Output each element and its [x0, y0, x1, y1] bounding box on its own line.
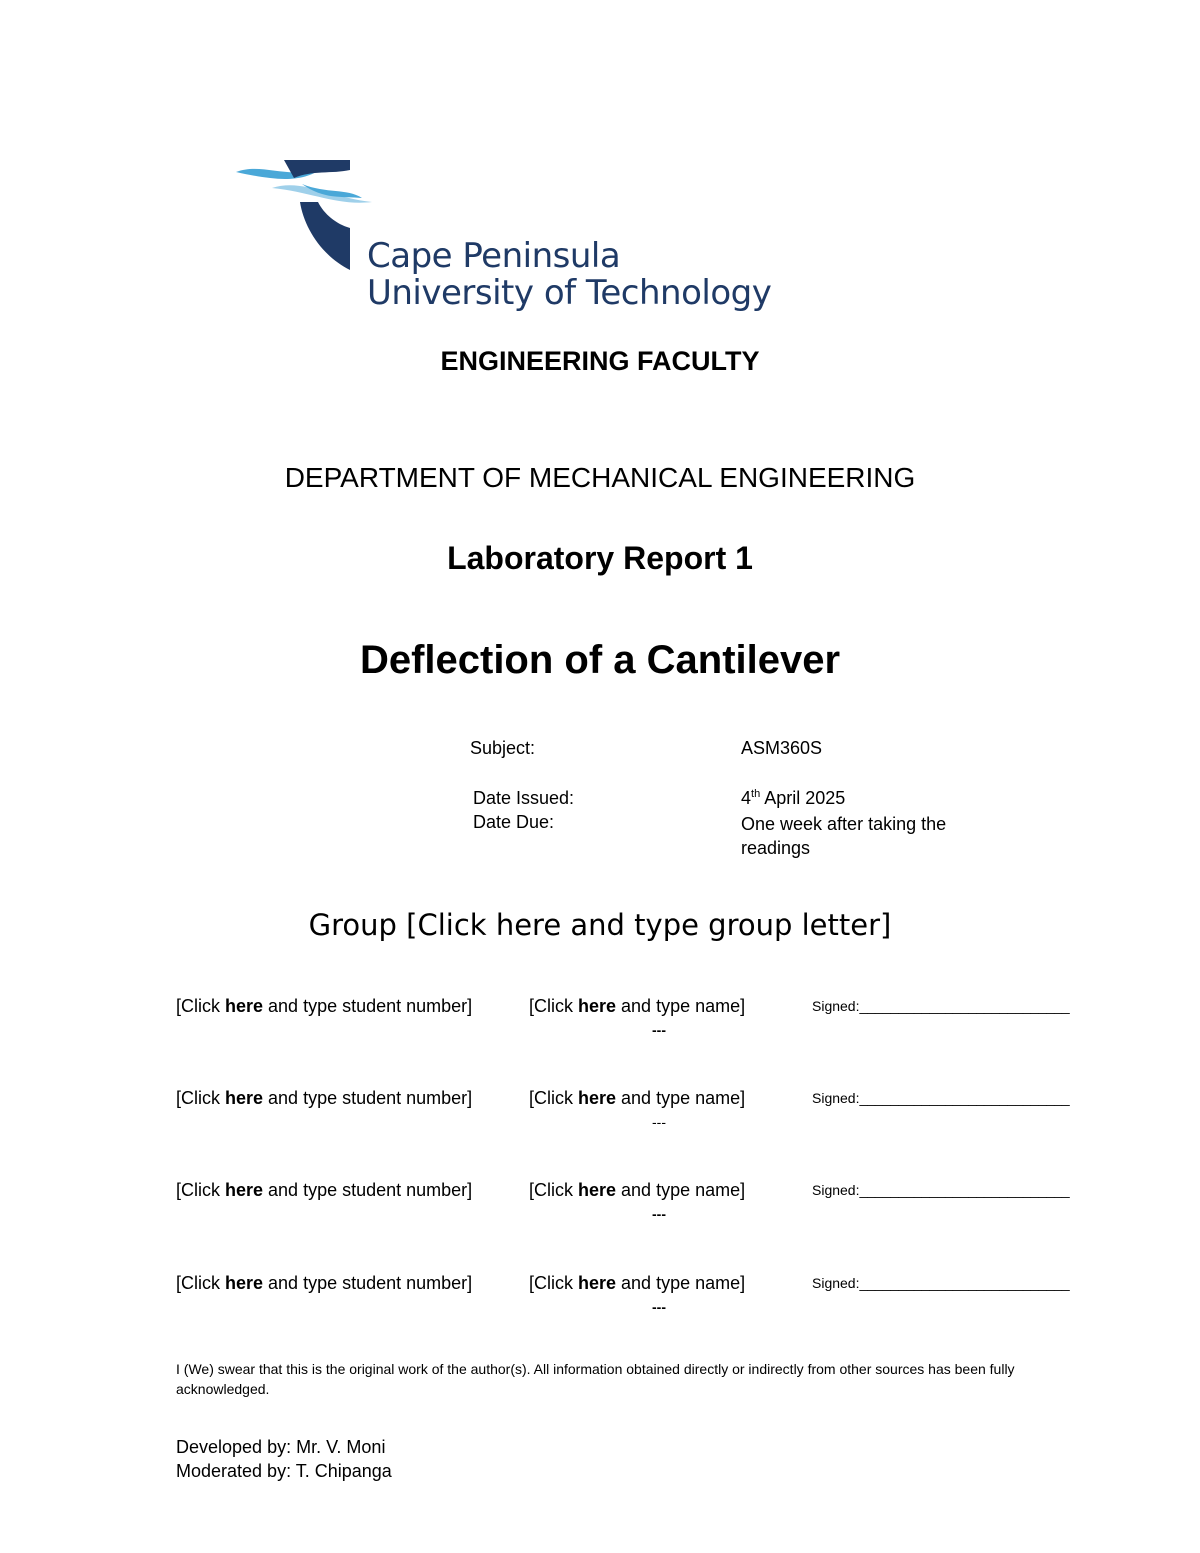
field-text-bold: here: [578, 996, 617, 1016]
university-logo-mark: [232, 158, 382, 278]
group-field[interactable]: Group [Click here and type group letter]: [308, 908, 892, 942]
student-row: [0, 1180, 1200, 1240]
dash-separator: ---: [652, 1206, 666, 1222]
logo-t-stem: [300, 202, 350, 270]
field-text-bold: here: [578, 1088, 617, 1108]
student-number-field[interactable]: [176, 1088, 472, 1109]
field-text-bold: here: [578, 1273, 617, 1293]
dash-separator: ---: [652, 1114, 666, 1130]
student-name-field[interactable]: [529, 1088, 745, 1109]
student-number-field[interactable]: [176, 1273, 472, 1294]
date-issued-value: [741, 788, 845, 809]
signature-line[interactable]: Signed:___________________________: [812, 1275, 1070, 1291]
declaration-text: I (We) swear that this is the original work of the author(s). All information obtained directly or indirectly from other sources has been fully acknowledged.: [176, 1361, 1015, 1397]
field-text: and type name]: [616, 1088, 746, 1108]
student-number-field[interactable]: [176, 996, 472, 1017]
student-name-field[interactable]: [529, 1273, 745, 1294]
student-row: [0, 1088, 1200, 1148]
dash-separator: ---: [652, 1299, 666, 1315]
student-name-field[interactable]: [529, 996, 745, 1017]
field-text: [Click: [529, 1180, 578, 1200]
student-number-field[interactable]: [176, 1180, 472, 1201]
field-text: and type student number]: [263, 1088, 473, 1108]
report-heading: Laboratory Report 1: [447, 540, 753, 576]
field-text: and type name]: [616, 1273, 746, 1293]
subject-value: ASM360S: [741, 738, 823, 758]
field-text: [Click: [176, 1180, 225, 1200]
logo-text-line1: Cape Peninsula: [367, 236, 621, 276]
field-text: [Click: [529, 1088, 578, 1108]
signature-line[interactable]: Signed:___________________________: [812, 1182, 1070, 1198]
signature-line[interactable]: Signed:___________________________: [812, 998, 1070, 1014]
field-text: and type student number]: [263, 996, 473, 1016]
logo-t-top: [284, 160, 350, 178]
field-text: [Click: [176, 1088, 225, 1108]
field-text: [Click: [529, 1273, 578, 1293]
department-heading: DEPARTMENT OF MECHANICAL ENGINEERING: [284, 462, 916, 493]
field-text: and type student number]: [263, 1273, 473, 1293]
moderated-by: Moderated by: T. Chipanga: [176, 1461, 392, 1481]
field-text-bold: here: [225, 1273, 264, 1293]
date-due-value: One week after taking the readings: [741, 814, 947, 858]
field-text: [Click: [529, 996, 578, 1016]
subject-label: Subject:: [470, 738, 536, 758]
field-text-bold: here: [225, 996, 264, 1016]
signature-line[interactable]: Signed:___________________________: [812, 1090, 1070, 1106]
field-text: and type name]: [616, 1180, 746, 1200]
student-row: [0, 1273, 1200, 1333]
field-text-bold: here: [225, 1088, 264, 1108]
date-issued-day: 4: [741, 788, 752, 808]
field-text-bold: here: [225, 1180, 264, 1200]
dash-separator: ---: [652, 1022, 666, 1038]
faculty-heading: ENGINEERING FACULTY: [440, 346, 760, 376]
field-text: and type student number]: [263, 1180, 473, 1200]
student-name-field[interactable]: [529, 1180, 745, 1201]
date-due-label: Date Due:: [473, 812, 555, 832]
document-title: Deflection of a Cantilever: [359, 638, 841, 682]
date-issued-suffix: th: [751, 788, 761, 800]
logo-text-line2: University of Technology: [367, 273, 772, 313]
developed-by: Developed by: Mr. V. Moni: [176, 1437, 386, 1457]
field-text-bold: here: [578, 1180, 617, 1200]
field-text: [Click: [176, 1273, 225, 1293]
field-text: [Click: [176, 996, 225, 1016]
field-text: and type name]: [616, 996, 746, 1016]
student-row: [0, 996, 1200, 1056]
date-issued-rest: April 2025: [760, 788, 846, 808]
date-issued-label: Date Issued:: [473, 788, 575, 808]
